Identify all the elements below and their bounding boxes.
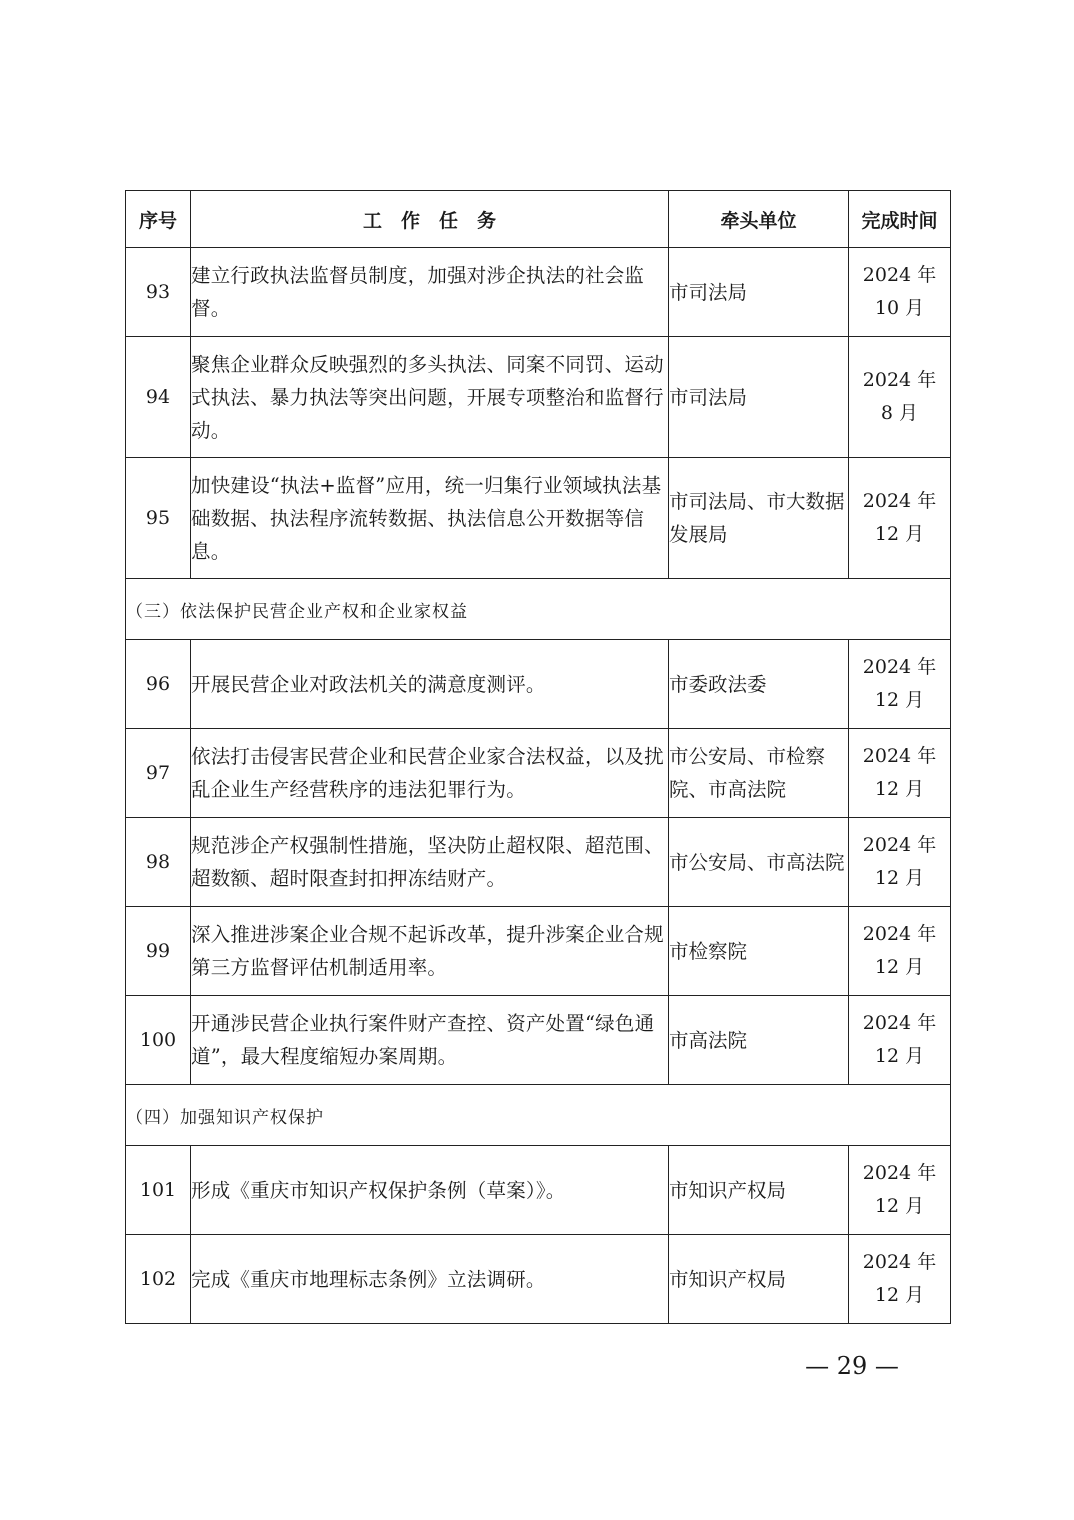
row-num: 98 xyxy=(126,818,191,907)
row-num: 99 xyxy=(126,907,191,996)
row-month: 12 月 xyxy=(874,867,925,889)
row-unit: 市高法院 xyxy=(669,996,849,1085)
row-time xyxy=(849,729,951,818)
row-task: 建立行政执法监督员制度，加强对涉企执法的社会监督。 xyxy=(191,248,669,337)
table-row xyxy=(126,818,951,907)
row-month: 10 月 xyxy=(874,297,925,319)
row-num: 101 xyxy=(126,1146,191,1235)
row-unit: 市知识产权局 xyxy=(669,1146,849,1235)
row-unit: 市委政法委 xyxy=(669,640,849,729)
table-row xyxy=(126,640,951,729)
header-time: 完成时间 xyxy=(849,191,951,248)
section-heading: （三）依法保护民营企业产权和企业家权益 xyxy=(126,579,951,640)
row-month: 12 月 xyxy=(874,523,925,545)
row-year: 2024 年 xyxy=(862,834,937,856)
row-year: 2024 年 xyxy=(862,745,937,767)
row-year: 2024 年 xyxy=(862,656,937,678)
row-unit: 市司法局、市大数据发展局 xyxy=(669,458,849,579)
row-unit: 市知识产权局 xyxy=(669,1235,849,1324)
row-task: 深入推进涉案企业合规不起诉改革，提升涉案企业合规第三方监督评估机制适用率。 xyxy=(191,907,669,996)
row-num: 93 xyxy=(126,248,191,337)
row-num: 102 xyxy=(126,1235,191,1324)
header-task: 工 作 任 务 xyxy=(191,191,669,248)
row-unit: 市司法局 xyxy=(669,337,849,458)
page-number: — 29 — xyxy=(805,1352,899,1380)
header-num: 序号 xyxy=(126,191,191,248)
row-num: 94 xyxy=(126,337,191,458)
row-num: 96 xyxy=(126,640,191,729)
section-heading: （四）加强知识产权保护 xyxy=(126,1085,951,1146)
table-row xyxy=(126,1146,951,1235)
row-num: 95 xyxy=(126,458,191,579)
row-time xyxy=(849,640,951,729)
row-unit: 市检察院 xyxy=(669,907,849,996)
row-year: 2024 年 xyxy=(862,490,937,512)
row-month: 8 月 xyxy=(880,402,919,424)
row-month: 12 月 xyxy=(874,778,925,800)
row-time xyxy=(849,458,951,579)
table-row xyxy=(126,996,951,1085)
table-row xyxy=(126,907,951,996)
row-task: 形成《重庆市知识产权保护条例（草案）》。 xyxy=(191,1146,669,1235)
task-table xyxy=(125,190,951,1324)
row-task: 加快建设“执法+监督”应用，统一归集行业领域执法基础数据、执法程序流转数据、执法信息公开数据等信息。 xyxy=(191,458,669,579)
row-task: 开通涉民营企业执行案件财产查控、资产处置“绿色通道”，最大程度缩短办案周期。 xyxy=(191,996,669,1085)
table-row xyxy=(126,458,951,579)
header-unit: 牵头单位 xyxy=(669,191,849,248)
row-time xyxy=(849,818,951,907)
row-num: 100 xyxy=(126,996,191,1085)
row-year: 2024 年 xyxy=(862,264,937,286)
row-year: 2024 年 xyxy=(862,1251,937,1273)
row-month: 12 月 xyxy=(874,1045,925,1067)
row-time xyxy=(849,907,951,996)
row-time xyxy=(849,1146,951,1235)
table-row xyxy=(126,248,951,337)
row-month: 12 月 xyxy=(874,1284,925,1306)
row-task: 开展民营企业对政法机关的满意度测评。 xyxy=(191,640,669,729)
row-year: 2024 年 xyxy=(862,369,937,391)
row-month: 12 月 xyxy=(874,956,925,978)
section-row xyxy=(126,1085,951,1146)
row-num: 97 xyxy=(126,729,191,818)
row-year: 2024 年 xyxy=(862,1162,937,1184)
row-year: 2024 年 xyxy=(862,923,937,945)
row-task: 规范涉企产权强制性措施，坚决防止超权限、超范围、超数额、超时限查封扣押冻结财产。 xyxy=(191,818,669,907)
table-row xyxy=(126,1235,951,1324)
row-year: 2024 年 xyxy=(862,1012,937,1034)
row-time xyxy=(849,996,951,1085)
row-time xyxy=(849,1235,951,1324)
row-task: 聚焦企业群众反映强烈的多头执法、同案不同罚、运动式执法、暴力执法等突出问题，开展专项整治和监督行动。 xyxy=(191,337,669,458)
header-row xyxy=(126,191,951,248)
row-unit: 市公安局、市检察院、市高法院 xyxy=(669,729,849,818)
row-month: 12 月 xyxy=(874,689,925,711)
row-unit: 市司法局 xyxy=(669,248,849,337)
row-task: 完成《重庆市地理标志条例》立法调研。 xyxy=(191,1235,669,1324)
section-row xyxy=(126,579,951,640)
row-month: 12 月 xyxy=(874,1195,925,1217)
row-time xyxy=(849,337,951,458)
table-row xyxy=(126,337,951,458)
row-task: 依法打击侵害民营企业和民营企业家合法权益，以及扰乱企业生产经营秩序的违法犯罪行为。 xyxy=(191,729,669,818)
row-time xyxy=(849,248,951,337)
table-row xyxy=(126,729,951,818)
row-unit: 市公安局、市高法院 xyxy=(669,818,849,907)
